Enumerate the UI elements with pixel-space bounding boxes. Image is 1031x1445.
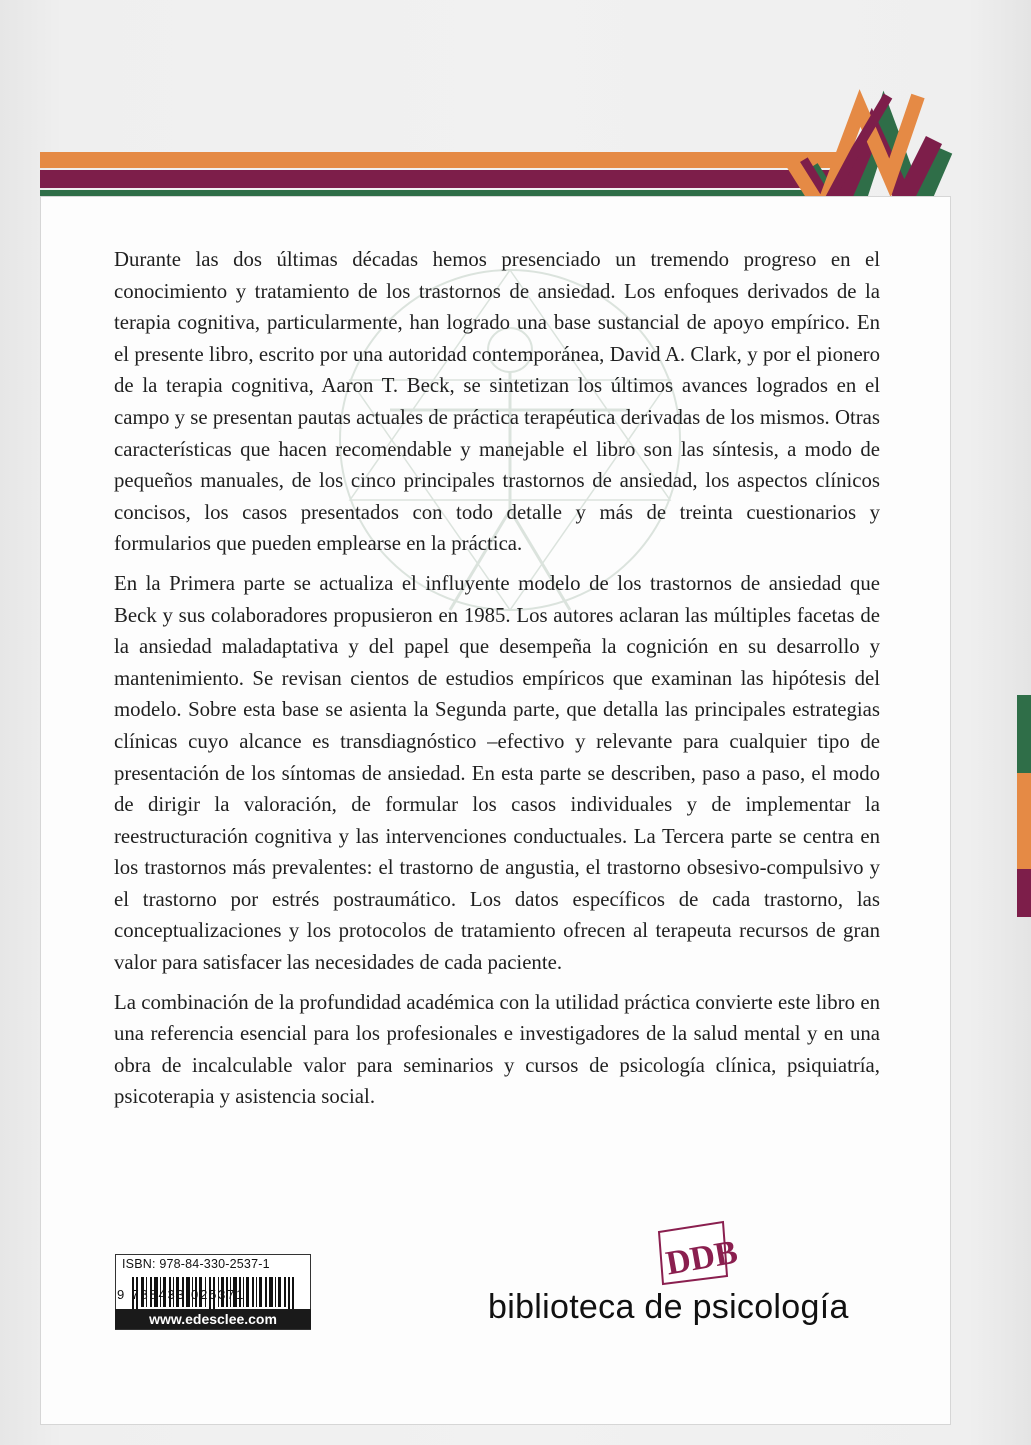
ddb-logo: [655, 1222, 741, 1286]
paragraph-2: En la Primera parte se actualiza el influyente modelo de los trastornos de ansiedad que Beck y sus colaboradores propusieron en 1985. Los autores aclaran las múltiples facetas de la ansiedad maladaptativa y del papel que desempeña la cognición en su desarrollo y mantenimiento. Se revisan cientos de estudios empíricos que examinan las hipótesis del modelo. Sobre esta base se asienta la Segunda parte, que detalla las principales estrategias clínicas cuyo alcance es transdiagnóstico –efectivo y relevante para cualquier tipo de presentación de los síntomas de ansiedad. En esta parte se describen, paso a paso, el modo de dirigir la valoración, de formular los casos individuales y de implementar la reestructuración cognitiva y las intervenciones conductuales. La Tercera parte se centra en los trastornos más prevalentes: el trastorno de angustia, el trastorno obsesivo-compulsivo y el trastorno por estrés postraumático. Los datos específicos de cada trastorno, las conceptualizaciones y los protocolos de tratamiento ofrecen al terapeuta recursos de gran valor para satisfacer las necesidades de cada paciente.: [114, 571, 880, 975]
paragraph-3: La combinación de la profundidad académica con la utilidad práctica convierte este libro en una referencia esencial para los profesionales e investigadores de la salud mental y en una obra de incalculable valor para seminarios y cursos de psicología clínica, psiquiatría, psicoterapia y asistencia social.: [114, 990, 880, 1109]
svg-text:DDB: DDB: [663, 1233, 741, 1283]
publisher-url: www.edesclee.com: [115, 1309, 311, 1329]
paragraph-1: Durante las dos últimas décadas hemos presenciado un tremendo progreso en el conocimiento y tratamiento de los trastornos de ansiedad. Los enfoques derivados de la terapia cognitiva, particularmente, han logrado una base sustancial de apoyo empírico. En el presente libro, escrito por una autoridad contemporánea, David A. Clark, y por el pionero de la terapia cognitiva, Aaron T. Beck, se sintetizan los últimos avances logrados en el campo y se presentan pautas actuales de práctica terapéutica derivadas de los mismos. Otras características que hacen recomendable y manejable el libro son las síntesis, a modo de pequeños manuales, de los cinco principales trastornos de ansiedad, los aspectos clínicos concisos, los casos presentados con todo detalle y más de treinta cuestionarios y formularios que pueden emplearse en la práctica.: [114, 248, 880, 556]
description-text: [114, 244, 880, 1113]
isbn-label: ISBN: 978-84-330-2537-1: [122, 1257, 270, 1271]
barcode-digits: 9 788433 025371: [117, 1287, 246, 1302]
edge-color-tabs: [1017, 695, 1031, 917]
series-name: biblioteca de psicología: [488, 1288, 849, 1326]
